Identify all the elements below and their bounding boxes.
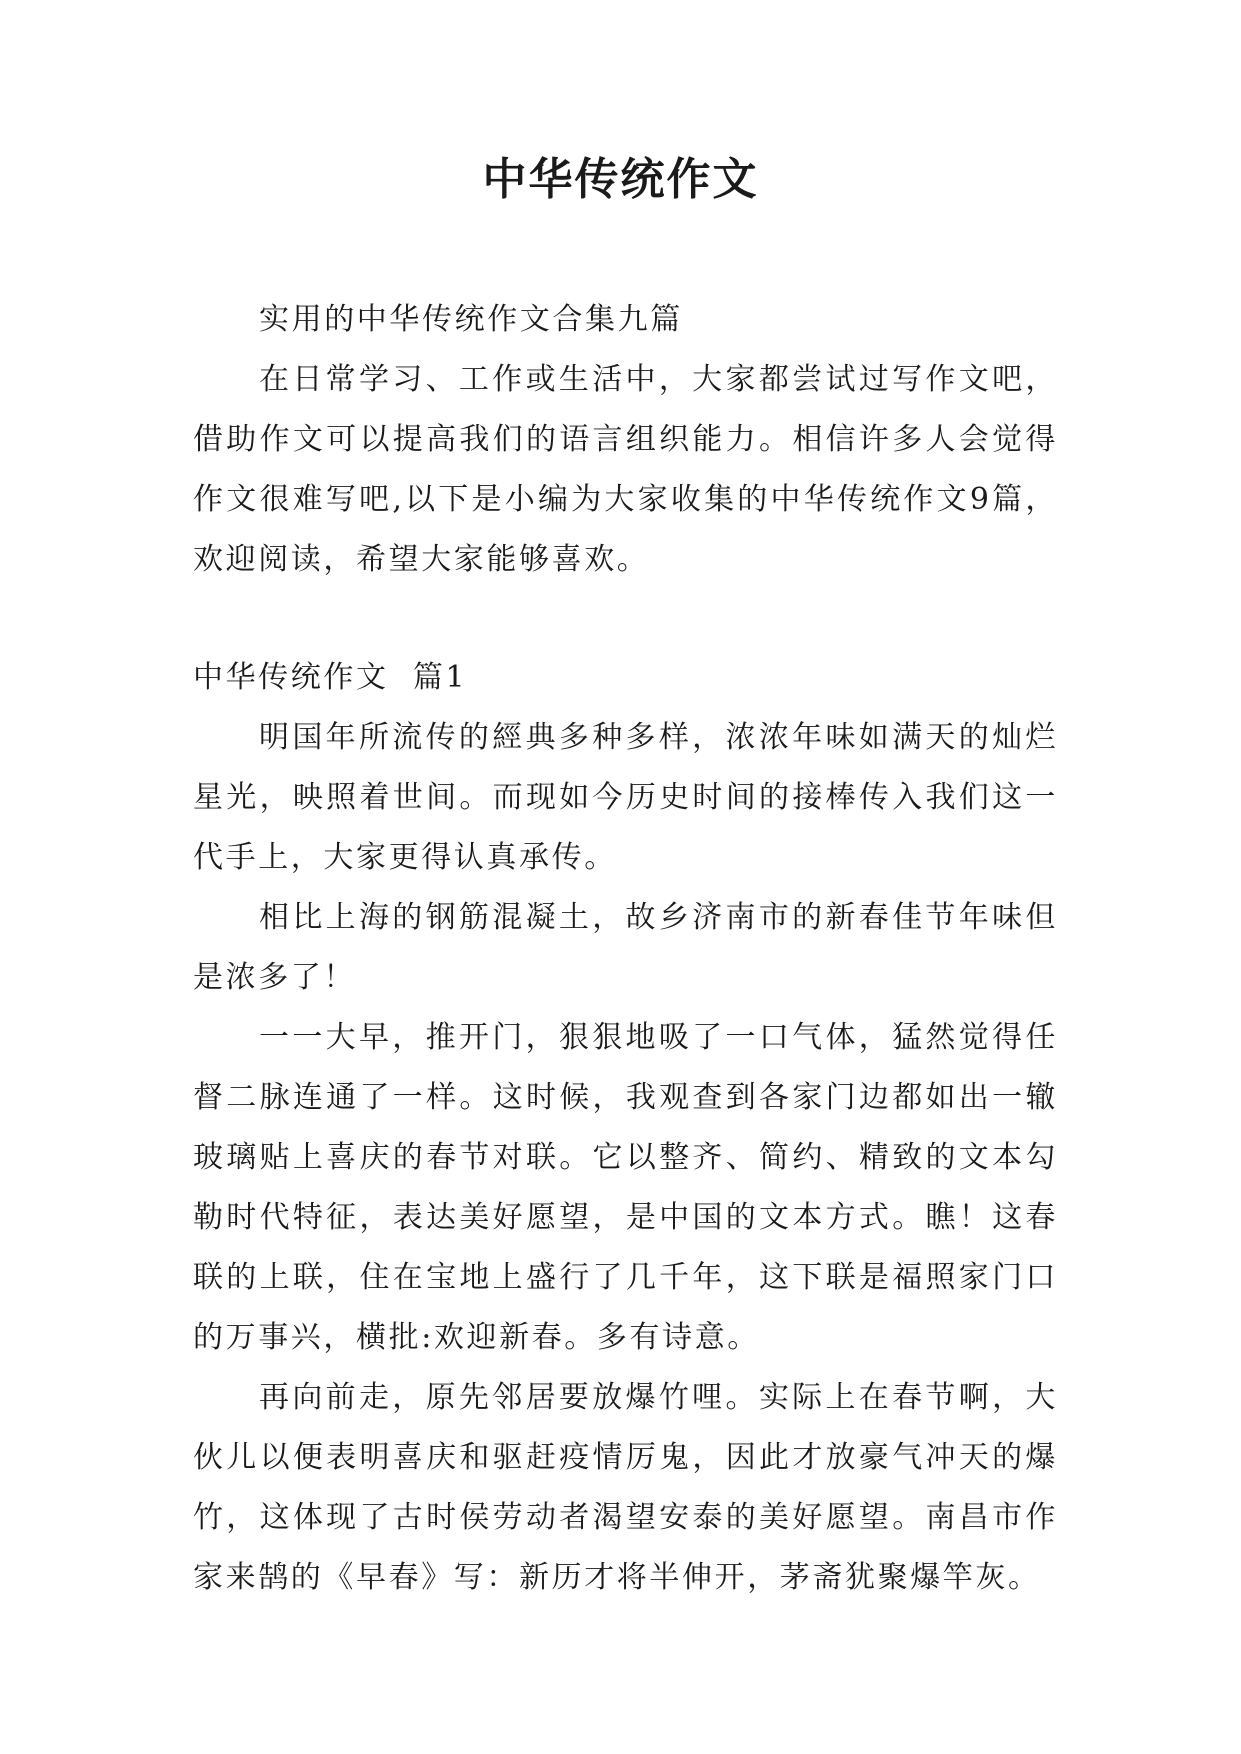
section-spacer	[193, 590, 1058, 648]
document-title: 中华传统作文	[482, 154, 759, 205]
paragraph-2: 相比上海的钢筋混凝土，故乡济南市的新春佳节年味但是浓多了！	[193, 900, 1058, 995]
paragraph-3: 一一大早，推开门，狠狠地吸了一口气体，猛然觉得任督二脉连通了一样。这时候，我观查到各家门边都如出一辙玻璃贴上喜庆的春节对联。它以整齐、简约、精致的文本勾勒时代特征，表达美好愿望，是中国的文本方式。瞧！这春联的上联，住在宝地上盛行了几千年，这下联是福照家门口的万事兴，横批:欢迎新春。多有诗意。	[193, 1020, 1058, 1355]
intro-paragraph: 在日常学习、工作或生活中，大家都尝试过写作文吧，借助作文可以提高我们的语言组织能力。相信许多人会觉得作文很难写吧,以下是小编为大家收集的中华传统作文9篇，欢迎阅读，希望大家能够喜欢。	[193, 362, 1058, 577]
document-body	[193, 290, 1058, 1608]
section-heading: 中华传统作文 篇1	[193, 660, 468, 695]
paragraph-1: 明国年所流传的經典多种多样，浓浓年味如满天的灿烂星光，映照着世间。而现如今历史时间的接棒传入我们这一代手上，大家更得认真承传。	[193, 720, 1058, 875]
paragraph-4: 再向前走，原先邻居要放爆竹哩。实际上在春节啊，大伙儿以便表明喜庆和驱赶疫情厉鬼，因此才放豪气冲天的爆竹，这体现了古时侯劳动者渴望安泰的美好愿望。南昌市作家来鹄的《早春》写：新历才将半伸开，茅斋犹聚爆竿灰。	[193, 1380, 1058, 1595]
subtitle: 实用的中华传统作文合集九篇	[259, 302, 683, 337]
